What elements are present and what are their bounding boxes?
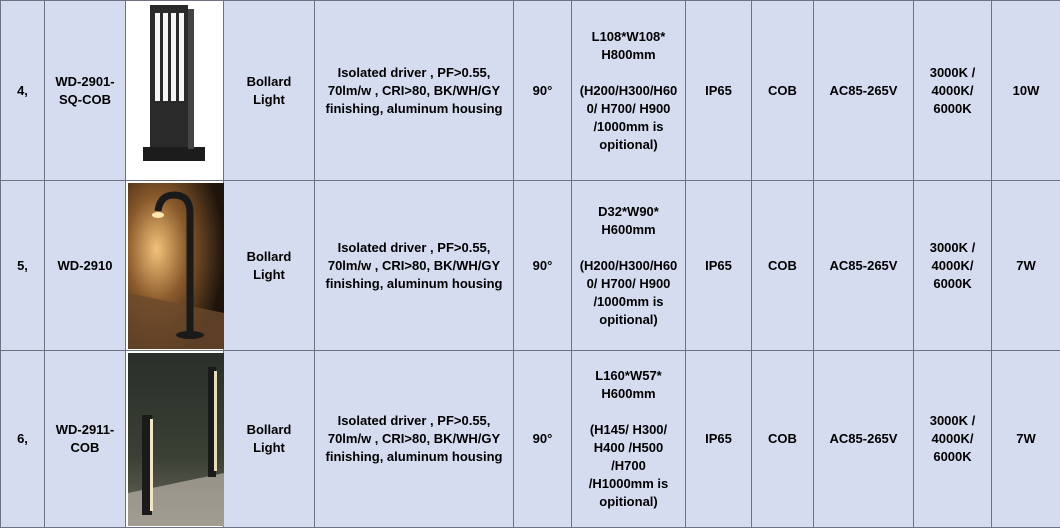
product-size: D32*W90* H600mm (H200/H300/H60 0/ H700/ H900 /1000mm is opitional) bbox=[572, 181, 686, 351]
product-image-cell bbox=[126, 181, 224, 351]
color-temperature: 3000K / 4000K/ 6000K bbox=[914, 351, 992, 528]
color-temperature: 3000K / 4000K/ 6000K bbox=[914, 181, 992, 351]
model-number: WD-2911- COB bbox=[45, 351, 126, 528]
model-number: WD-2901- SQ-COB bbox=[45, 1, 126, 181]
product-description: Isolated driver , PF>0.55, 70lm/w , CRI>80, BK/WH/GY finishing, aluminum housing bbox=[315, 351, 514, 528]
product-description: Isolated driver , PF>0.55, 70lm/w , CRI>80, BK/WH/GY finishing, aluminum housing bbox=[315, 1, 514, 181]
beam-angle: 90° bbox=[514, 351, 572, 528]
table-row bbox=[1, 351, 1060, 528]
light-source: COB bbox=[752, 1, 814, 181]
product-type: Bollard Light bbox=[224, 351, 315, 528]
item-number: 5, bbox=[1, 181, 45, 351]
light-source: COB bbox=[752, 351, 814, 528]
curved-bollard-lamp-photo bbox=[128, 183, 224, 349]
input-voltage: AC85-265V bbox=[814, 181, 914, 351]
beam-angle: 90° bbox=[514, 1, 572, 181]
table-row bbox=[1, 1, 1060, 181]
power: 10W bbox=[992, 1, 1060, 181]
power: 7W bbox=[992, 351, 1060, 528]
input-voltage: AC85-265V bbox=[814, 1, 914, 181]
product-image-cell bbox=[126, 1, 224, 181]
item-number: 6, bbox=[1, 351, 45, 528]
item-number: 4, bbox=[1, 1, 45, 181]
table-row bbox=[1, 181, 1060, 351]
product-size: L108*W108* H800mm (H200/H300/H60 0/ H700/ H900 /1000mm is opitional) bbox=[572, 1, 686, 181]
input-voltage: AC85-265V bbox=[814, 351, 914, 528]
ip-rating: IP65 bbox=[686, 351, 752, 528]
product-type: Bollard Light bbox=[224, 1, 315, 181]
color-temperature: 3000K / 4000K/ 6000K bbox=[914, 1, 992, 181]
light-source: COB bbox=[752, 181, 814, 351]
ip-rating: IP65 bbox=[686, 1, 752, 181]
beam-angle: 90° bbox=[514, 181, 572, 351]
product-type: Bollard Light bbox=[224, 181, 315, 351]
slim-bollard-lamp-photo bbox=[128, 353, 224, 526]
square-bollard-lamp-photo bbox=[135, 3, 215, 179]
ip-rating: IP65 bbox=[686, 181, 752, 351]
product-description: Isolated driver , PF>0.55, 70lm/w , CRI>80, BK/WH/GY finishing, aluminum housing bbox=[315, 181, 514, 351]
product-image-cell bbox=[126, 351, 224, 528]
product-size: L160*W57* H600mm (H145/ H300/ H400 /H500 /H700 /H1000mm is opitional) bbox=[572, 351, 686, 528]
model-number: WD-2910 bbox=[45, 181, 126, 351]
power: 7W bbox=[992, 181, 1060, 351]
